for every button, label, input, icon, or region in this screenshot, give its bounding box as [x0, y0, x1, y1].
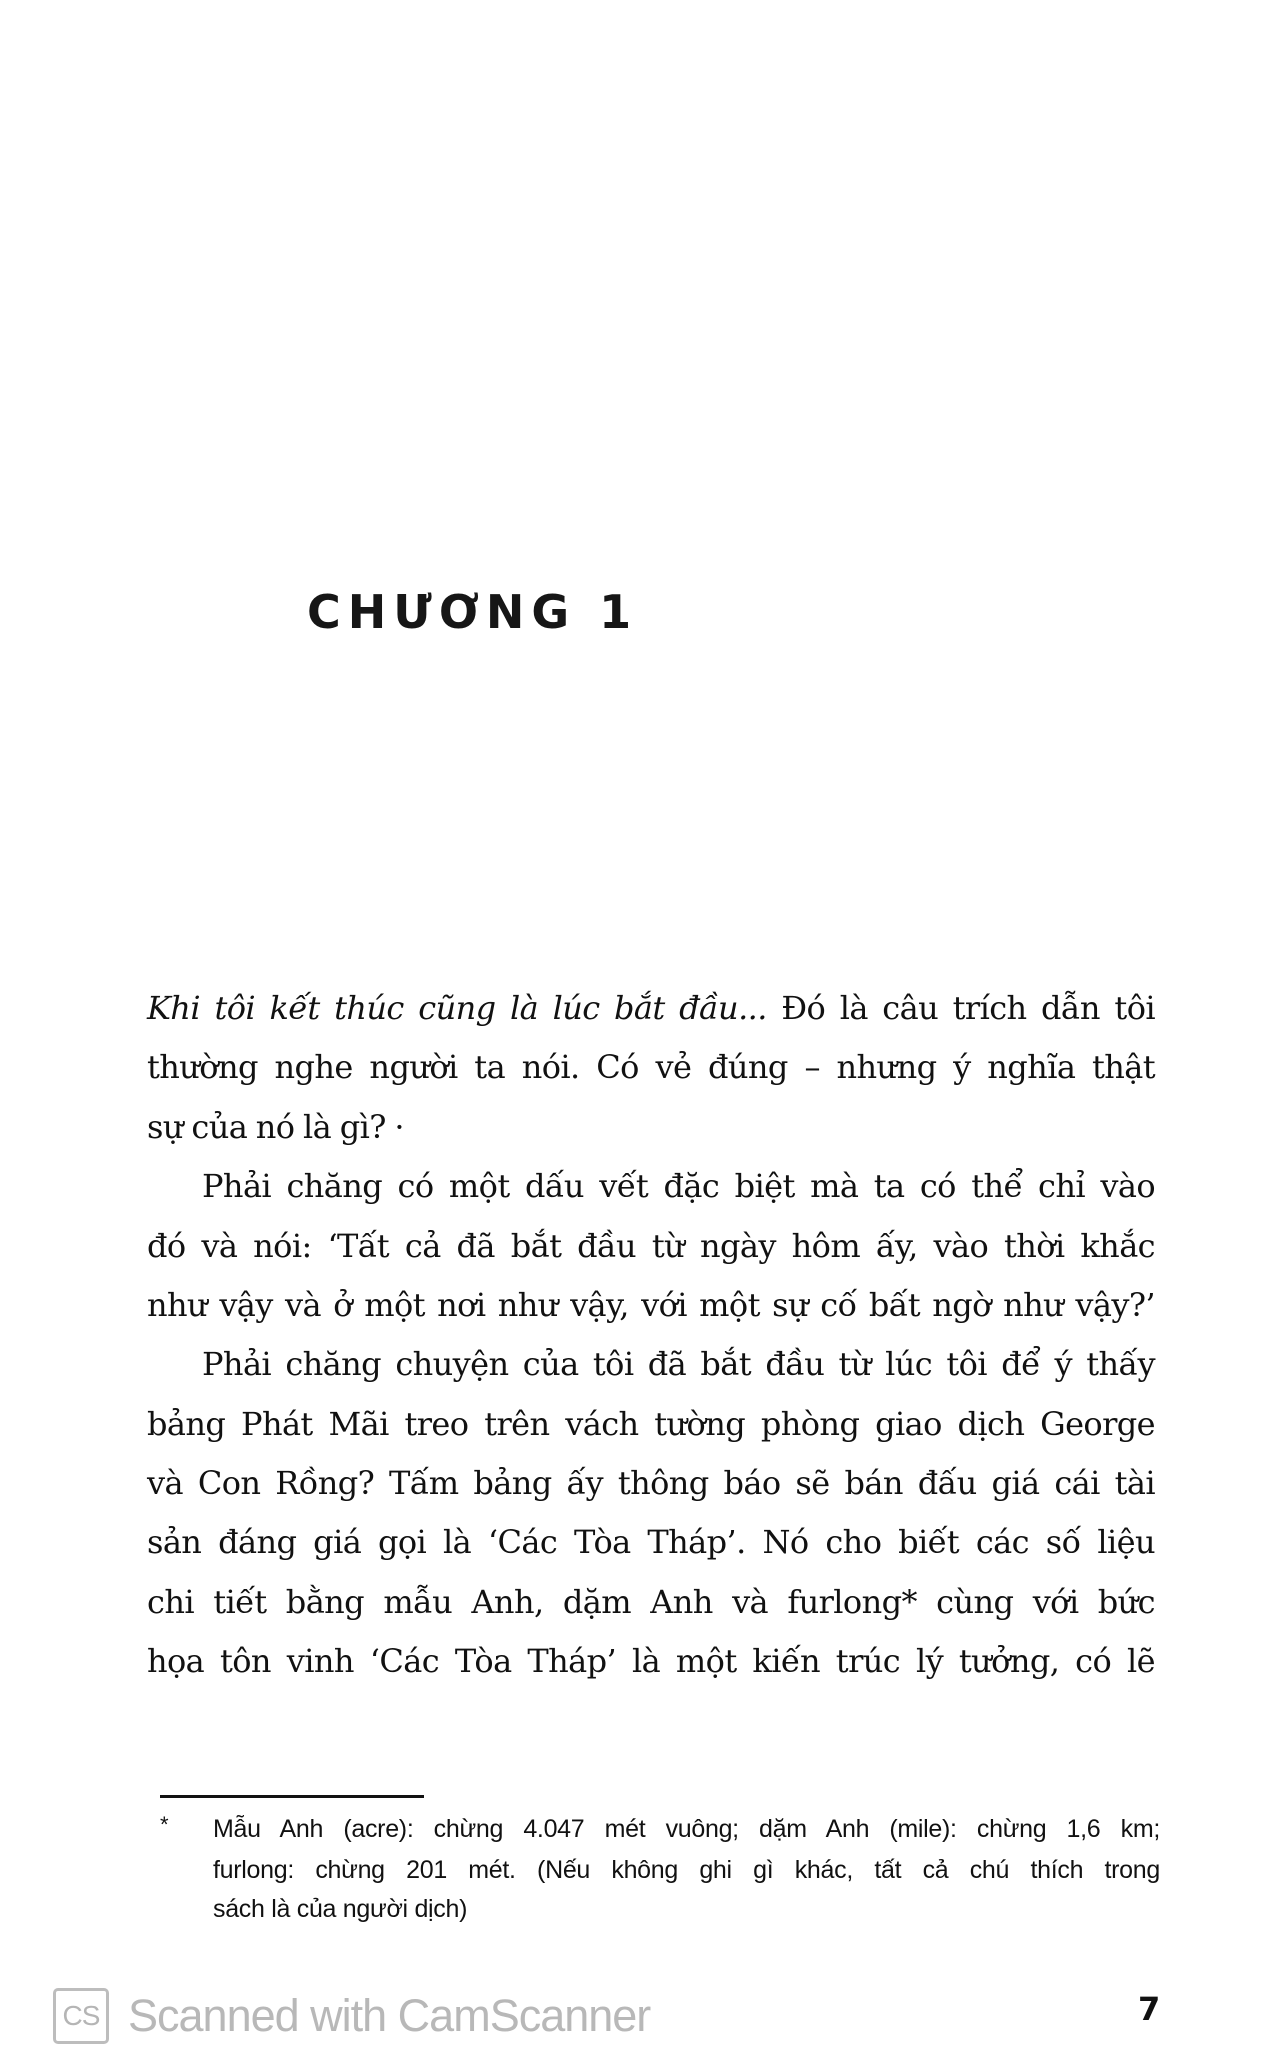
camscanner-logo-icon: CS — [53, 1988, 109, 2044]
body-line: như vậy và ở một nơi như vậy, với một sự cố bất ngờ như vậy?’ — [147, 1286, 1155, 1324]
chapter-heading: CHƯƠNG 1 — [307, 585, 639, 639]
watermark-text: Scanned with CamScanner — [128, 1990, 651, 2041]
body-line: và Con Rồng? Tấm bảng ấy thông báo sẽ bán đấu giá cái tài — [147, 1464, 1155, 1502]
body-text: Đó là câu trích dẫn tôi — [766, 989, 1155, 1027]
page-number: 7 — [1138, 1990, 1161, 2028]
italic-quote: Khi tôi kết thúc cũng là lúc bắt đầu... — [147, 989, 767, 1027]
body-line: Phải chăng có một dấu vết đặc biệt mà ta có thể chỉ vào — [202, 1167, 1155, 1205]
footnote-line: sách là của người dịch) — [213, 1895, 468, 1923]
footnote-divider — [160, 1795, 424, 1798]
body-line: đó và nói: ‘Tất cả đã bắt đầu từ ngày hôm ấy, vào thời khắc — [147, 1227, 1155, 1265]
body-line: thường nghe người ta nói. Có vẻ đúng – nhưng ý nghĩa thật — [147, 1048, 1155, 1086]
body-line: bảng Phát Mãi treo trên vách tường phòng giao dịch George — [147, 1405, 1155, 1443]
body-line: Phải chăng chuyện của tôi đã bắt đầu từ lúc tôi để ý thấy — [202, 1345, 1155, 1383]
footnote-line: furlong: chừng 201 mét. (Nếu không ghi gì khác, tất cả chú thích trong — [213, 1856, 1160, 1884]
body-line: chi tiết bằng mẫu Anh, dặm Anh và furlong* cùng với bức — [147, 1583, 1155, 1621]
body-line — [147, 988, 1155, 1028]
footnote-marker: * — [160, 1812, 169, 1837]
body-line: sự của nó là gì? · — [147, 1108, 404, 1146]
footnote-line: Mẫu Anh (acre): chừng 4.047 mét vuông; dặm Anh (mile): chừng 1,6 km; — [213, 1815, 1160, 1843]
body-line: họa tôn vinh ‘Các Tòa Tháp’ là một kiến trúc lý tưởng, có lẽ — [147, 1642, 1155, 1680]
body-line: sản đáng giá gọi là ‘Các Tòa Tháp’. Nó cho biết các số liệu — [147, 1523, 1155, 1561]
